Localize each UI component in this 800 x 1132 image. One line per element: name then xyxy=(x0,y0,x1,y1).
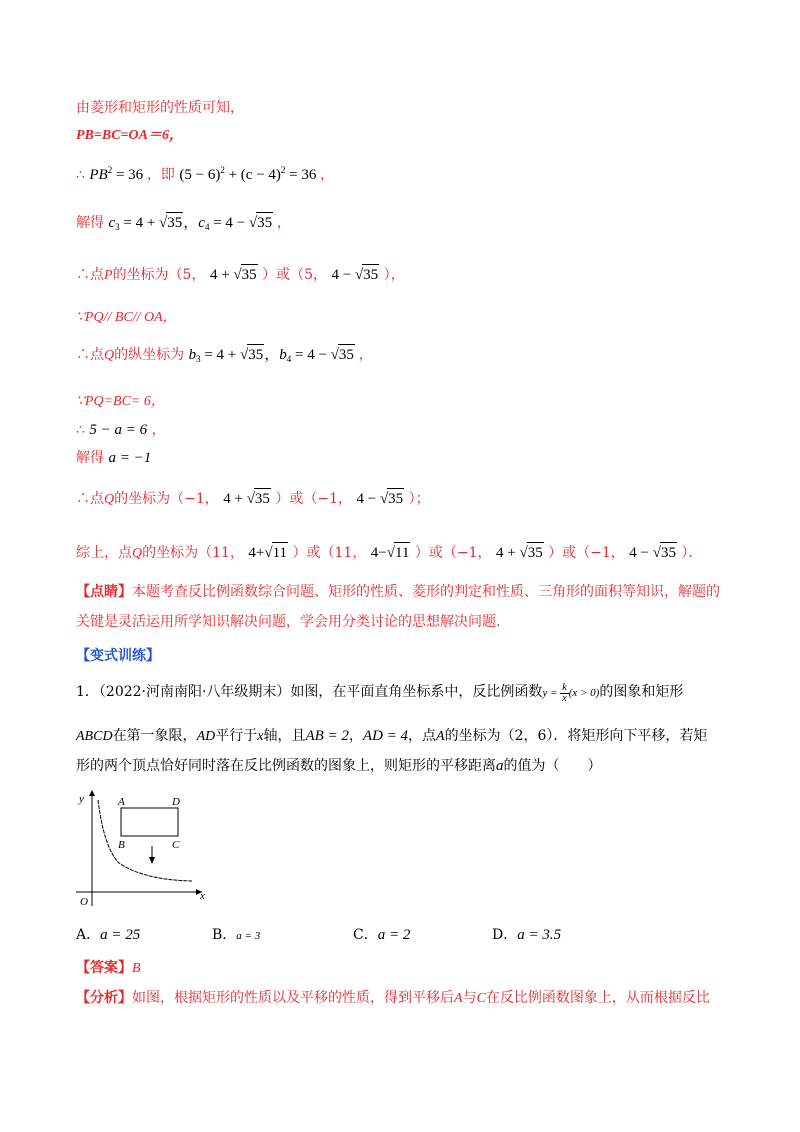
question-line-3 xyxy=(76,756,602,776)
formula-part: 4 − xyxy=(331,267,355,283)
question-line-1 xyxy=(76,682,683,704)
formula-part: PB xyxy=(89,167,108,183)
rectangle-abcd xyxy=(121,808,178,836)
y-axis-arrow-icon xyxy=(89,790,95,796)
question-text: ， xyxy=(348,728,363,744)
solution-text: ）或（−1， xyxy=(275,491,353,507)
formula-part: = 4 + xyxy=(119,215,160,231)
formula-part: = 4 − xyxy=(291,347,331,363)
solution-text: ）； xyxy=(408,491,430,507)
question-text: 的图象和矩形 xyxy=(599,684,684,700)
formula-4-plus-sqrt35 xyxy=(496,545,544,561)
radicand: 35 xyxy=(387,488,404,509)
solution-line-3 xyxy=(76,160,334,185)
question-text: 在第一象限， xyxy=(112,728,197,744)
answer-line xyxy=(76,958,141,979)
radicand: 11 xyxy=(394,542,410,563)
solution-text: 解得 xyxy=(76,215,104,231)
label-a: A xyxy=(118,796,125,808)
function-formula xyxy=(542,681,600,704)
solution-text: ∵PQ// BC// OA， xyxy=(76,310,177,325)
choice-letter: C． xyxy=(353,927,378,943)
solution-line-6 xyxy=(76,308,177,328)
formula-part: ， xyxy=(264,347,280,363)
review-line-1 xyxy=(76,582,720,602)
formula-c-values xyxy=(108,215,276,231)
solution-text: 的坐标为（5， xyxy=(112,267,206,283)
formula-4-minus-sqrt35 xyxy=(629,545,677,561)
review-text: 本题考查反比例函数综合问题、矩形的性质、菱形的判定和性质、三角形的面积等知识，解题的 xyxy=(132,584,720,600)
solution-line-1 xyxy=(76,98,244,118)
radical-sign: √ xyxy=(354,267,364,283)
solution-text: 的纵坐标为 xyxy=(114,347,185,363)
radicand: 35 xyxy=(338,344,355,365)
solution-line-9 xyxy=(76,420,166,440)
solution-line-7 xyxy=(76,344,373,369)
point-label: Q xyxy=(104,492,115,507)
question-text: 的坐标为（2，6）．将矩形向下平移，若矩 xyxy=(444,728,708,744)
solution-text: ∵PQ=BC= 6， xyxy=(76,394,165,409)
radicand: 35 xyxy=(241,264,258,285)
formula-part: y = xyxy=(542,687,561,699)
analysis-text: 如图，根据矩形的性质以及平移的性质，得到平移后 xyxy=(132,990,454,1006)
question-text: AD xyxy=(196,729,216,744)
down-arrow-icon xyxy=(149,857,155,864)
radicand: 35 xyxy=(247,344,264,365)
question-text: ，点 xyxy=(408,728,437,744)
choice-letter: D． xyxy=(492,927,518,943)
solution-line-4 xyxy=(76,212,291,237)
solution-text: ）或（−1， xyxy=(414,545,492,561)
formula-part: AB = 2 xyxy=(305,728,349,744)
radical-sign: √ xyxy=(652,545,661,561)
formula-exponent: 2 xyxy=(107,165,113,175)
formula-part: c xyxy=(108,215,116,231)
review-tag: 【点睛】 xyxy=(76,584,132,600)
formula-equation: 5 − a = 6 xyxy=(89,422,148,438)
choice-value: a = 2 xyxy=(377,927,411,943)
radical-sign: √ xyxy=(240,347,249,363)
formula-part: 4 + xyxy=(496,545,520,561)
answer-tag: 【答案】 xyxy=(76,960,132,976)
formula-part: b xyxy=(188,347,197,363)
review-text: 关键是灵活运用所学知识解决问题，学会用分类讨论的思想解决问题. xyxy=(76,614,501,630)
answer-value: B xyxy=(132,961,141,976)
question-figure xyxy=(74,788,214,908)
formula-subscript: 4 xyxy=(286,354,292,364)
choice-letter: A． xyxy=(76,927,101,943)
label-b: B xyxy=(118,839,125,851)
formula-distance xyxy=(179,167,320,183)
label-x: x xyxy=(200,890,205,902)
choice-value: a = 3 xyxy=(236,930,261,942)
choice-c[interactable] xyxy=(353,925,410,945)
solution-line-11 xyxy=(76,488,430,510)
formula-part: = 36 xyxy=(112,167,144,183)
radicand: 35 xyxy=(527,542,544,563)
solution-text: 的坐标为（−1， xyxy=(114,491,219,507)
formula-subscript: 3 xyxy=(115,222,120,232)
formula-part: = 4 − xyxy=(209,215,249,231)
choice-d[interactable] xyxy=(492,925,561,945)
formula-part: + (c − 4) xyxy=(224,167,281,183)
formula-part: c xyxy=(198,215,205,231)
solution-text: ）， xyxy=(383,267,405,283)
question-text: 轴，且 xyxy=(263,728,306,744)
label-o: O xyxy=(80,896,88,908)
question-text: 形的两个顶点恰好同时落在反比例函数的图象上，则矩形的平移距离 xyxy=(76,758,496,774)
radical-sign: √ xyxy=(248,215,258,231)
solution-text: PB=BC=OA＝6， xyxy=(76,128,183,143)
formula-part: 4 + xyxy=(223,491,247,507)
label-y: y xyxy=(79,793,84,805)
choice-value: a = 25 xyxy=(100,927,141,943)
point-label: P xyxy=(104,268,113,283)
solution-line-5 xyxy=(76,264,405,286)
solution-text: 由菱形和矩形的性质可知， xyxy=(76,100,244,116)
point-label: Q xyxy=(104,348,115,363)
formula-part: 4 − xyxy=(356,491,380,507)
formula-part: b xyxy=(279,347,287,363)
section-title xyxy=(76,646,160,666)
choice-a[interactable] xyxy=(76,925,140,945)
solution-text: ， xyxy=(320,167,335,183)
formula-4-minus-sqrt11 xyxy=(371,545,411,561)
solution-text: 综上，点 xyxy=(76,545,132,561)
solution-line-8 xyxy=(76,392,165,412)
formula-b-values xyxy=(189,347,359,363)
solution-text: 的坐标为（11， xyxy=(142,545,244,561)
label-c: C xyxy=(172,839,180,851)
solution-text: ∴点 xyxy=(76,347,104,363)
radical-sign: √ xyxy=(379,491,389,507)
solution-line-2 xyxy=(76,126,183,146)
formula-part: 4 + xyxy=(209,267,234,283)
radical-sign: √ xyxy=(386,545,395,561)
formula-4-plus-sqrt35 xyxy=(223,491,271,507)
question-text: ABCD xyxy=(76,729,113,744)
radical-sign: √ xyxy=(519,545,528,561)
analysis-text: 与 xyxy=(462,990,477,1006)
solution-text: ∴点 xyxy=(76,491,104,507)
question-text: 1．（2022·河南南阳·八年级期末）如图，在平面直角坐标系中，反比例函数 xyxy=(76,684,543,700)
radical-sign: √ xyxy=(233,267,242,283)
therefore-symbol: ∴ xyxy=(76,167,85,183)
point-label: Q xyxy=(132,546,143,561)
radicand: 35 xyxy=(254,488,271,509)
radicand: 35 xyxy=(166,212,183,233)
question-text: x xyxy=(257,729,264,744)
formula-pb2 xyxy=(89,167,147,183)
formula-part: = 4 + xyxy=(200,347,240,363)
solution-text: ∴ xyxy=(76,422,85,438)
question-text: 的值为（ ） xyxy=(503,758,602,774)
formula-part: (x > 0) xyxy=(568,687,600,699)
formula-part: 4− xyxy=(370,545,387,561)
radical-sign: √ xyxy=(330,347,339,363)
radicand: 35 xyxy=(256,212,273,233)
formula-4-plus-sqrt11 xyxy=(248,545,288,561)
solution-text: ）或（−1， xyxy=(548,545,625,561)
formula-fraction xyxy=(560,683,568,704)
radicand: 11 xyxy=(272,542,288,563)
analysis-text: C xyxy=(476,991,486,1006)
solution-text: ， xyxy=(151,422,166,438)
formula-4-minus-sqrt35 xyxy=(331,267,379,283)
analysis-line xyxy=(76,988,710,1009)
review-line-2 xyxy=(76,612,500,632)
question-line-2 xyxy=(76,726,707,747)
formula-part: = 36 xyxy=(285,167,317,183)
formula-part: (5 − 6) xyxy=(179,167,221,183)
solution-text: ）． xyxy=(681,545,703,561)
fraction-numerator: k xyxy=(562,681,567,693)
formula-exponent: 2 xyxy=(280,165,286,175)
formula-part: ， xyxy=(183,215,199,231)
radical-sign: √ xyxy=(159,215,168,231)
radical-sign: √ xyxy=(246,491,255,507)
choice-letter: B． xyxy=(212,927,237,943)
formula-4-minus-sqrt35 xyxy=(356,491,404,507)
solution-text: ）或（11， xyxy=(292,545,367,561)
solution-line-10 xyxy=(76,448,151,468)
radicand: 35 xyxy=(362,264,379,285)
fraction-denominator: x xyxy=(562,692,567,704)
formula-part: 4+ xyxy=(248,545,265,561)
solution-text: ， xyxy=(276,215,291,231)
solution-line-12 xyxy=(76,542,702,564)
section-title-text: 【变式训练】 xyxy=(76,648,160,664)
analysis-text: A xyxy=(454,991,463,1006)
analysis-text: 在反比例函数图象上，从而根据反比 xyxy=(485,990,710,1006)
question-text: A xyxy=(436,729,445,744)
formula-exponent: 2 xyxy=(220,165,225,175)
formula-result: a = −1 xyxy=(108,450,152,466)
choice-b[interactable] xyxy=(212,925,260,946)
analysis-tag: 【分析】 xyxy=(76,990,132,1006)
solution-text: ∴点 xyxy=(76,267,104,283)
solution-text: ）或（5， xyxy=(262,267,328,283)
radical-sign: √ xyxy=(264,545,273,561)
label-d: D xyxy=(172,796,180,808)
choice-value: a = 3.5 xyxy=(517,927,562,943)
formula-part: 4 − xyxy=(629,545,653,561)
solution-text: 解得 xyxy=(76,450,104,466)
solution-text: ，即 xyxy=(146,167,175,183)
formula-subscript: 3 xyxy=(196,354,201,364)
question-text: 平行于 xyxy=(215,728,258,744)
formula-subscript: 4 xyxy=(204,222,210,232)
formula-part: a xyxy=(496,758,504,774)
formula-4-plus-sqrt35 xyxy=(210,267,258,283)
formula-part: AD = 4 xyxy=(362,728,409,744)
radicand: 35 xyxy=(660,542,677,563)
solution-text: ， xyxy=(358,347,373,363)
